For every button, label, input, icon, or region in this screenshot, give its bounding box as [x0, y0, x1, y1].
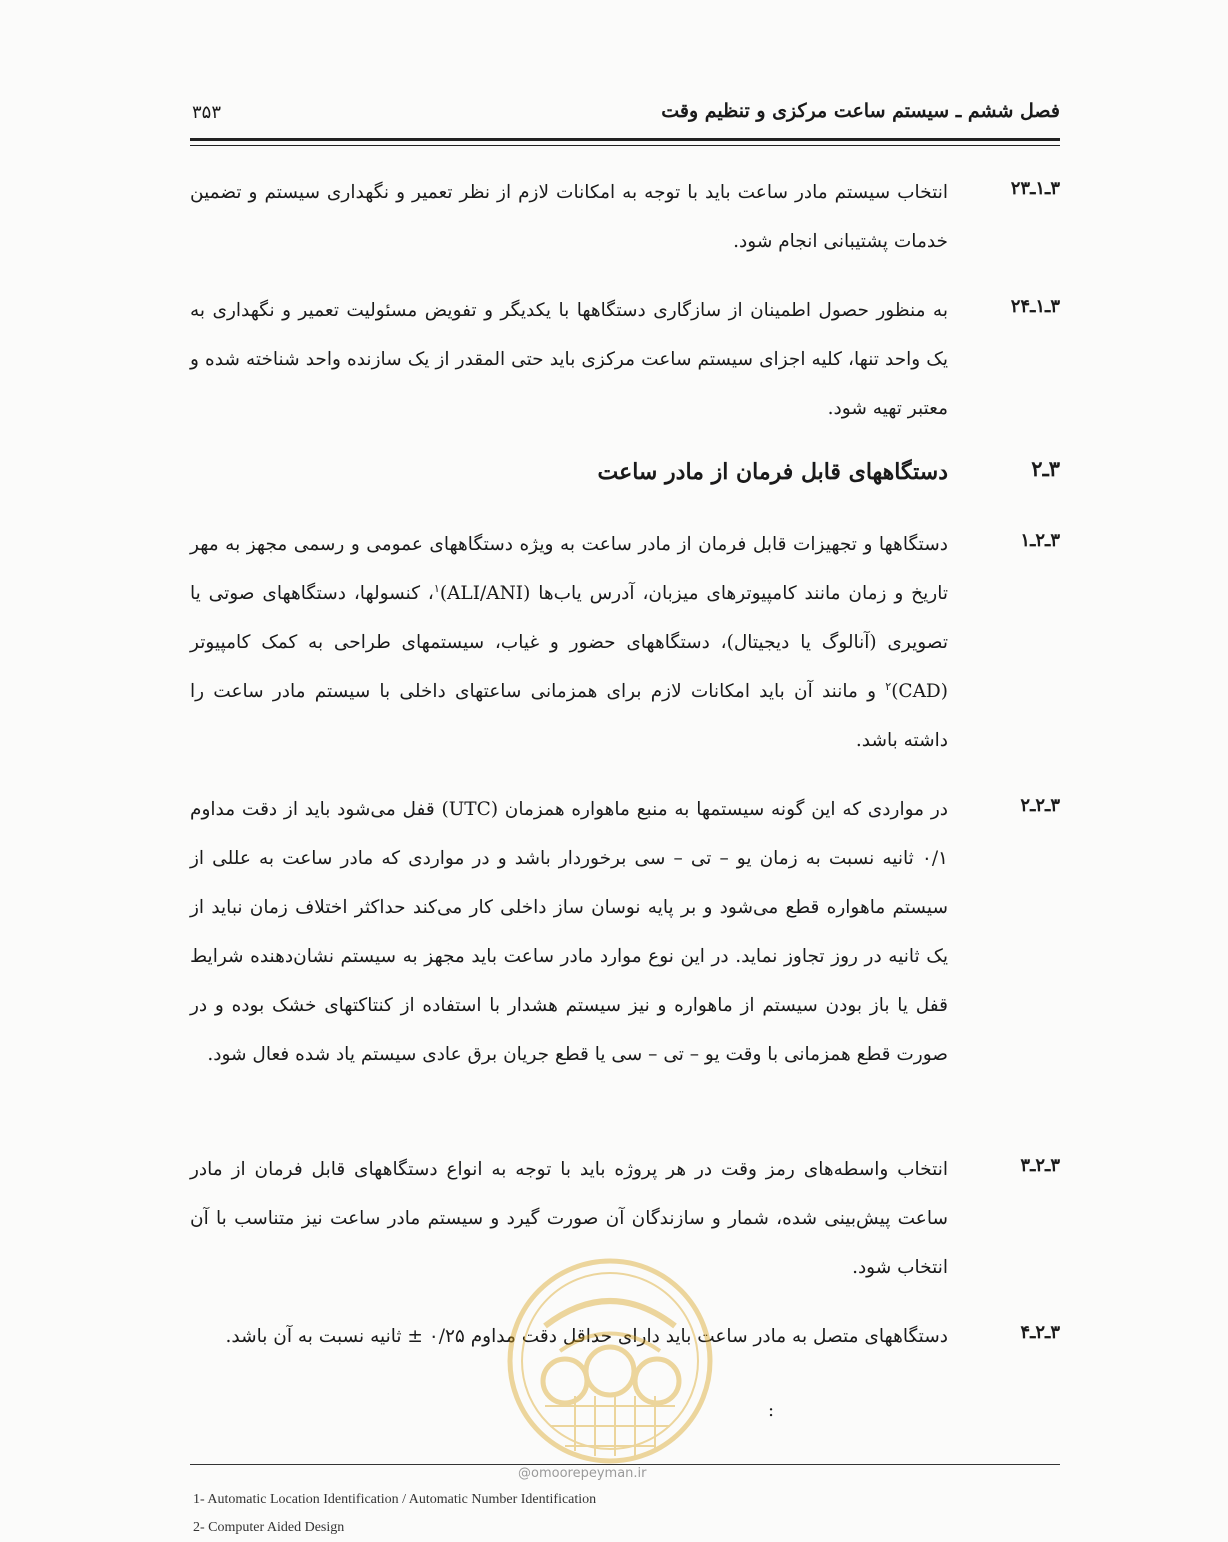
- footnote-ref-2: ۲: [885, 679, 892, 693]
- footnote-1: 1- Automatic Location Identification / Automatic Number Identification: [193, 1492, 597, 1507]
- footnote-2: 2- Computer Aided Design: [193, 1520, 345, 1535]
- clause-text-part-b: ، کنسولها، دستگاههای صوتی یا تصویری (آنالوگ یا دیجیتال)، دستگاههای حضور و غیاب، سیستمهای طراحی به کمک کامپیوتر (CAD): [190, 583, 948, 702]
- header-rule-thick: [190, 138, 1060, 141]
- clause-text: [190, 520, 948, 765]
- clause-number: ۳ـ۱ـ۲۴: [1010, 296, 1060, 317]
- clause-text: انتخاب سیستم مادر ساعت باید با توجه به امکانات لازم از نظر تعمیر و نگهداری سیستم و تضمین خدمات پشتیبانی انجام شود.: [190, 182, 948, 252]
- section-number: ۳ـ۲: [1031, 456, 1060, 481]
- clause-text-part-c: و مانند آن باید امکانات لازم برای همزمانی ساعتهای داخلی با سیستم مادر ساعت را داشته باشد.: [190, 681, 948, 751]
- clause-text: به منظور حصول اطمینان از سازگاری دستگاهها با یکدیگر و تفویض مسئولیت تعمیر و نگهداری به یک واحد تنها، کلیه اجزای سیستم ساعت مرکزی باید حتی المقدر از یک سازنده واحد شناخته شده و معتبر تهیه شود.: [190, 300, 948, 419]
- clause-3-2-1: [190, 520, 1060, 765]
- footnote-rule: [190, 1464, 1060, 1465]
- chapter-title: فصل ششم ـ سیستم ساعت مرکزی و تنظیم وقت: [661, 100, 1060, 122]
- clause-text: دستگاههای متصل به مادر ساعت باید دارای حداقل دقت مداوم ۰/۲۵ ± ثانیه نسبت به آن باشد.: [225, 1326, 948, 1347]
- clause-number: ۳ـ۲ـ۲: [1020, 795, 1060, 816]
- clause-3-2-2: [190, 785, 1060, 1079]
- section-title: دستگاههای قابل فرمان از مادر ساعت: [597, 459, 948, 485]
- clause-3-1-23: [190, 168, 1060, 266]
- watermark-seal-icon: [505, 1256, 715, 1466]
- footnotes: [193, 1486, 893, 1542]
- watermark-site: @omoorepeyman.ir: [518, 1466, 647, 1481]
- page-number: ۳۵۳: [192, 102, 222, 123]
- clause-text-part-a: دستگاهها و تجهیزات قابل فرمان از مادر ساعت به ویژه دستگاههای عمومی و رسمی مجهز به مهر تاریخ و زمان مانند کامپیوترهای میزبان، آدرس یاب‌ها (ALI/ANI): [190, 534, 948, 604]
- section-3-2-heading: [190, 452, 1060, 492]
- page-header: [190, 100, 1060, 134]
- clause-number: ۳ـ۲ـ۳: [1020, 1155, 1060, 1176]
- footnote-ref-1: ۱: [433, 581, 440, 595]
- clause-text: در مواردی که این گونه سیستمها به منبع ماهواره همزمان (UTC) قفل می‌شود باید از دقت مداوم ۰/۱ ثانیه نسبت به زمان یو – تی – سی برخوردار باشد و در مواردی که مادر ساعت به عللی از سیستم ماهواره قطع می‌شود و بر پایه نوسان ساز داخلی کار می‌کند حداکثر اختلاف زمان نباید از یک ثانیه در روز تجاوز نماید. در این نوع موارد مادر ساعت باید مجهز به سیستم نشان‌دهنده شرایط قفل یا باز بودن سیستم از ماهواره و نیز سیستم هشدار با استفاده از کنتاکتهای خشک بوده و در صورت قطع همزمانی با وقت یو – تی – سی یا قطع جریان برق عادی سیستم یاد شده فعال شود.: [190, 799, 948, 1065]
- clause-number: ۳ـ۱ـ۲۳: [1010, 178, 1060, 199]
- header-rule-thin: [190, 145, 1060, 146]
- clause-text: انتخاب واسطه‌های رمز وقت در هر پروژه باید با توجه به انواع دستگاههای قابل فرمان از مادر ساعت پیش‌بینی شده، شمار و سازندگان آن صورت گیرد و سیستم مادر ساعت نیز متناسب با آن انتخاب شود.: [190, 1159, 948, 1278]
- trailing-mark: :: [768, 1400, 775, 1421]
- clause-number: ۳ـ۲ـ۴: [1020, 1322, 1060, 1343]
- clause-3-1-24: [190, 286, 1060, 433]
- clause-number: ۳ـ۲ـ۱: [1020, 530, 1060, 551]
